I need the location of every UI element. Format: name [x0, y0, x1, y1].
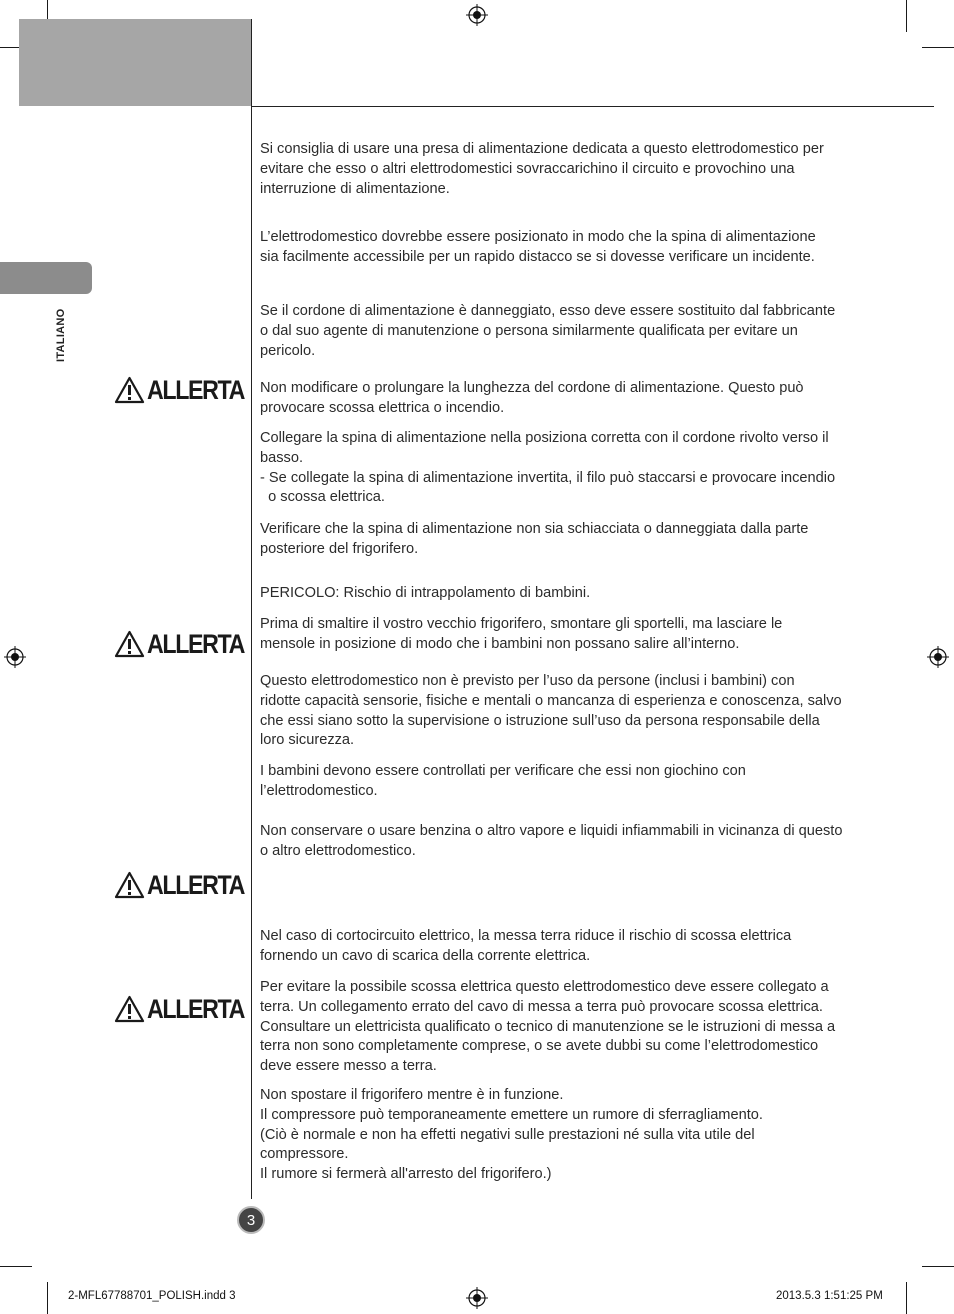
header-box [19, 19, 251, 106]
language-tab [0, 262, 92, 294]
warning-heading [114, 374, 260, 406]
footer-file-name: 2-MFL67788701_POLISH.indd 3 [68, 1290, 236, 1302]
registration-mark-icon [466, 4, 488, 26]
footer-timestamp: 2013.5.3 1:51:25 PM [776, 1290, 883, 1302]
paragraph: Non conservare o usare benzina o altro vapore e liquidi infiammabili in vicinanza di questo o altro elettrodomestico. [260, 823, 843, 859]
warning-heading [114, 628, 260, 660]
paragraph: Se il cordone di alimentazione è danneggiato, esso deve essere sostituito dal fabbricante o dal suo agente di manutenzione o persona similarmente qualificata per evitare un pericolo. [260, 303, 836, 359]
header-rule [251, 106, 934, 107]
paragraph: Verificare che la spina di alimentazione non sia schiacciata o danneggiata dalla parte posteriore del frigorifero. [260, 521, 809, 557]
paragraph: L’elettrodomestico dovrebbe essere posizionato in modo che la spina di alimentazione sia facilmente accessibile per un rapido distacco se si dovesse verificare un incidente. [260, 229, 816, 265]
paragraph: Si consiglia di usare una presa di alimentazione dedicata a questo elettrodomestico per evitare che esso o altri elettrodomestici sovraccarichino il circuito e provochino una interruzione di alimentazione. [260, 141, 824, 197]
paragraph: Non spostare il frigorifero mentre è in funzione. Il compressore può temporaneamente emettere un rumore di sferragliamento. (Ciò è normale e non ha effetti negativi sulle prestazioni né sulla vita utile del compressore. Il rumore si fermerà all'arresto del frigorifero.) [260, 1087, 763, 1183]
warning-label: ALLERTA [147, 628, 244, 659]
warning-heading [114, 993, 260, 1025]
paragraph: Collegare la spina di alimentazione nella posiziona corretta con il cordone rivolto verso il basso. - Se collegate la spina di alimentazione invertita, il filo può staccarsi e provocare incendio o scossa elettrica. [260, 430, 836, 506]
warning-triangle-icon [114, 630, 145, 658]
paragraph: I bambini devono essere controllati per verificare che essi non giochino con l’elettrodomestico. [260, 763, 746, 799]
paragraph: Questo elettrodomestico non è previsto per l’uso da persone (inclusi i bambini) con ridotte capacità sensorie, fisiche e mentali o mancanza di esperienza e conoscenza, salvo che essi siano sotto la supervisione o istruzione sull’uso da persona responsabile della loro sicurezza. [260, 673, 842, 749]
warning-heading [114, 869, 260, 901]
paragraph: Non modificare o prolungare la lunghezza del cordone di alimentazione. Questo può provocare scossa elettrica o incendio. [260, 380, 804, 416]
language-label: ITALIANO [55, 308, 67, 362]
warning-triangle-icon [114, 995, 145, 1023]
page-number: 3 [237, 1206, 265, 1234]
paragraph: PERICOLO: Rischio di intrappolamento di bambini. [260, 585, 591, 601]
warning-label: ALLERTA [147, 993, 244, 1024]
warning-label: ALLERTA [147, 374, 244, 405]
registration-mark-icon [4, 646, 26, 668]
paragraph: Prima di smaltire il vostro vecchio frigorifero, smontare gli sportelli, ma lasciare le mensole in posizione di modo che i bambini non possano salire all’interno. [260, 616, 783, 652]
paragraph: Nel caso di cortocircuito elettrico, la messa terra riduce il rischio di scossa elettrica fornendo un cavo di scarica della corrente elettrica. [260, 928, 792, 964]
paragraph: Per evitare la possibile scossa elettrica questo elettrodomestico deve essere collegato a terra. Un collegamento errato del cavo di messa a terra può provocare scossa elettrica. Consultare un elettricista qualificato o tecnico di manutenzione se le istruzioni di messa a terra non sono completamente comprese, o se avete dubbi su come l’elettrodomestico deve essere messo a terra. [260, 979, 836, 1075]
warning-triangle-icon [114, 871, 145, 899]
warning-triangle-icon [114, 376, 145, 404]
registration-mark-icon [927, 646, 949, 668]
warning-label: ALLERTA [147, 869, 244, 900]
registration-mark-icon [466, 1287, 488, 1309]
